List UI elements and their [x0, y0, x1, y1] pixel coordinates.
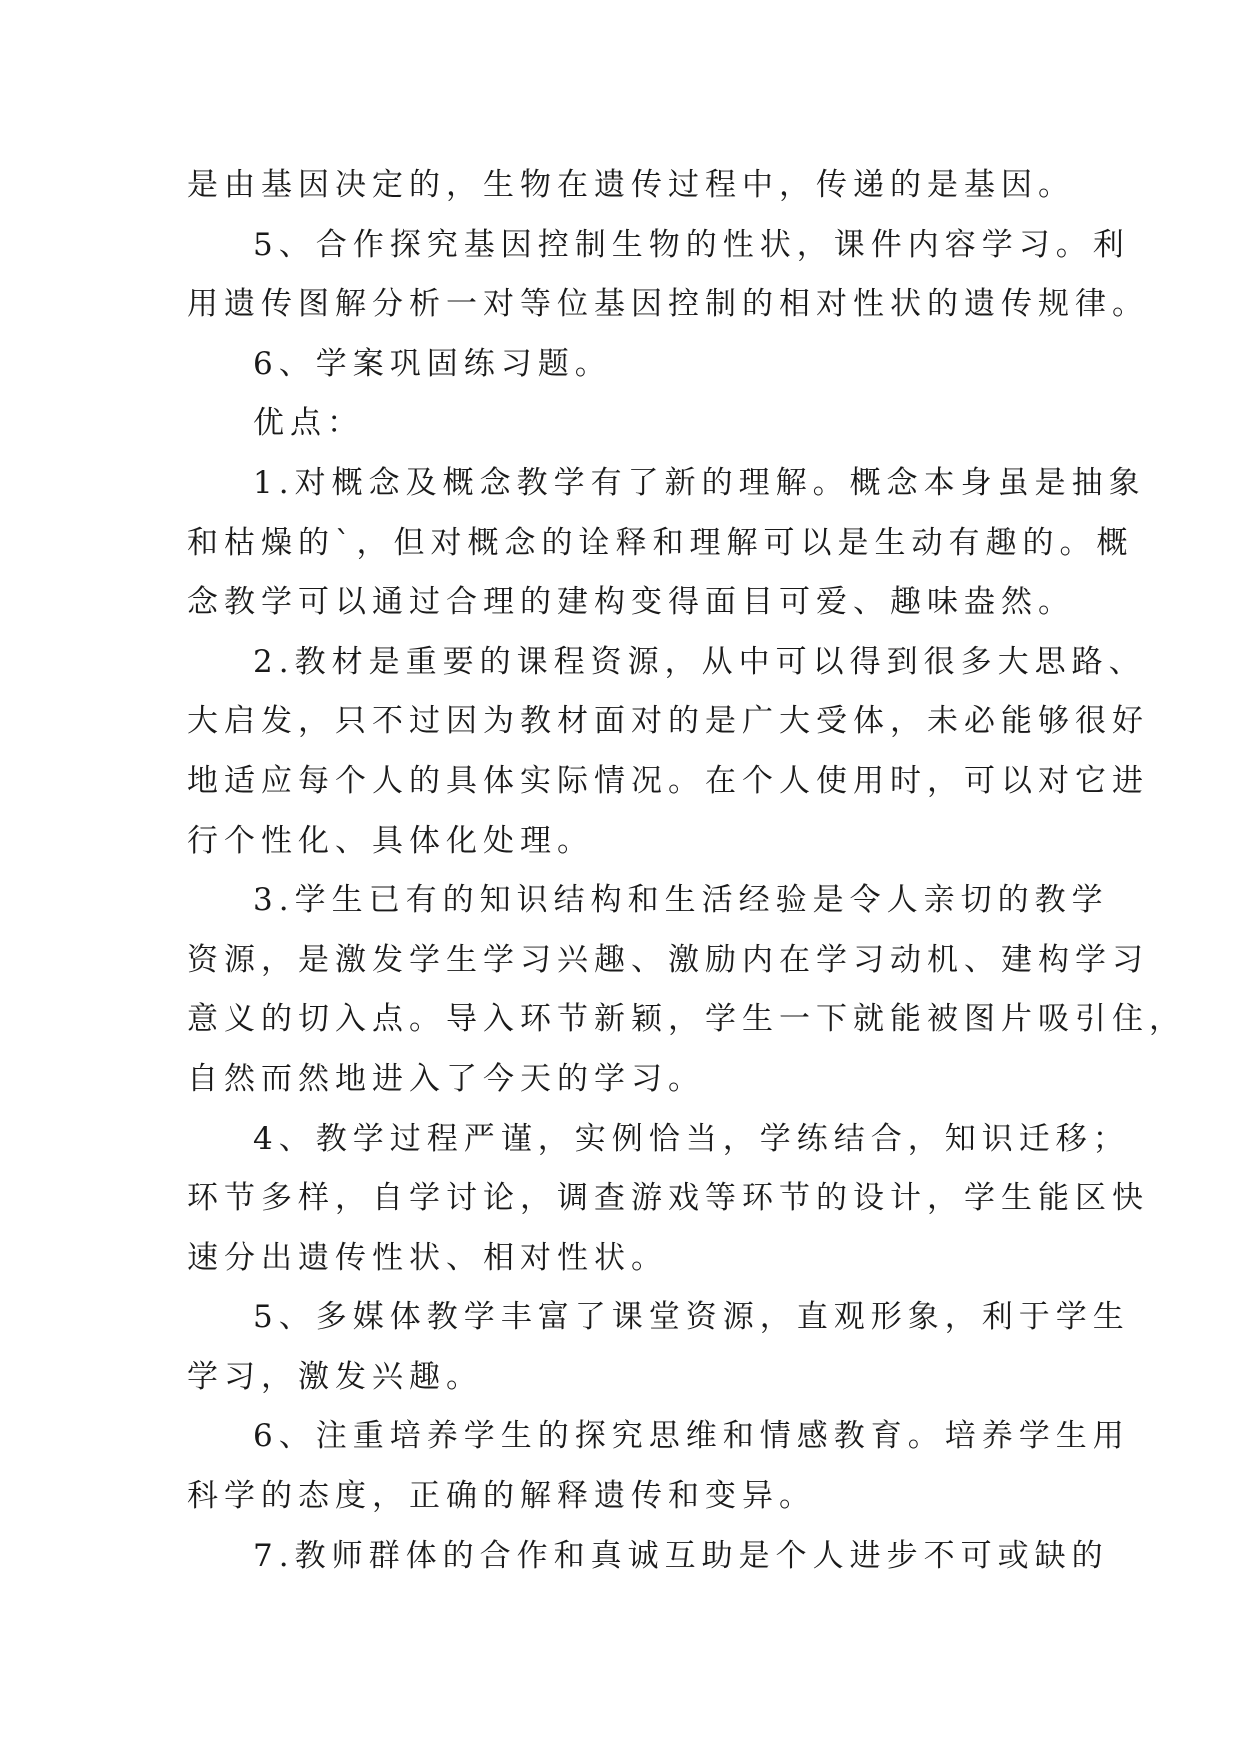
text-line: 和枯燥的`，但对概念的诠释和理解可以是生动有趣的。概 — [187, 524, 1134, 561]
text-line: 2.教材是重要的课程资源，从中可以得到很多大思路、 — [253, 643, 1146, 680]
text-line: 念教学可以通过合理的建构变得面目可爱、趣味盎然。 — [187, 584, 1075, 621]
paragraph — [187, 1110, 1149, 1289]
text-line: 环节多样，自学讨论，调查游戏等环节的设计，学生能区快 — [187, 1180, 1149, 1217]
text-line: 大启发，只不过因为教材面对的是广大受体，未必能够很好 — [187, 703, 1149, 740]
text-line: 4、教学过程严谨，实例恰当，学练结合，知识迁移； — [253, 1120, 1130, 1157]
paragraph — [187, 216, 1149, 335]
paragraph — [187, 454, 1146, 633]
text-line: 是由基因决定的，生物在遗传过程中，传递的是基因。 — [187, 167, 1075, 203]
paragraph — [187, 1288, 1130, 1407]
paragraph — [187, 1527, 1109, 1587]
text-line: 3.学生已有的知识结构和生活经验是令人亲切的教学 — [253, 882, 1109, 919]
text-line: 5、多媒体教学丰富了课堂资源，直观形象，利于学生 — [253, 1299, 1130, 1336]
text-line: 意义的切入点。导入环节新颖，学生一下就能被图片吸引住， — [187, 1001, 1186, 1038]
text-line: 资源，是激发学生学习兴趣、激励内在学习动机、建构学习 — [187, 941, 1149, 978]
text-line: 科学的态度，正确的解释遗传和变异。 — [187, 1478, 816, 1515]
text-line: 用遗传图解分析一对等位基因控制的相对性状的遗传规律。 — [187, 286, 1149, 323]
paragraph — [187, 871, 1186, 1109]
paragraph — [187, 1407, 1130, 1526]
text-line: 速分出遗传性状、相对性状。 — [187, 1239, 668, 1276]
paragraph — [187, 394, 1067, 454]
text-line: 自然而然地进入了今天的学习。 — [187, 1060, 705, 1097]
paragraph — [187, 633, 1149, 871]
text-line: 7.教师群体的合作和真诚互助是个人进步不可或缺的 — [253, 1537, 1109, 1574]
text-line: 5、合作探究基因控制生物的性状，课件内容学习。利 — [253, 226, 1130, 263]
text-line: 6、学案巩固练习题。 — [253, 345, 612, 382]
text-line: 行个性化、具体化处理。 — [187, 822, 594, 859]
section-heading: 优点： — [253, 405, 364, 442]
text-line: 学习，激发兴趣。 — [187, 1358, 483, 1395]
text-line: 1.对概念及概念教学有了新的理解。概念本身虽是抽象 — [253, 464, 1146, 501]
text-line: 6、注重培养学生的探究思维和情感教育。培养学生用 — [253, 1418, 1130, 1455]
document-body — [187, 156, 1186, 1586]
paragraph — [187, 156, 1075, 216]
paragraph — [187, 335, 1067, 395]
text-line: 地适应每个人的具体实际情况。在个人使用时，可以对它进 — [187, 762, 1149, 799]
